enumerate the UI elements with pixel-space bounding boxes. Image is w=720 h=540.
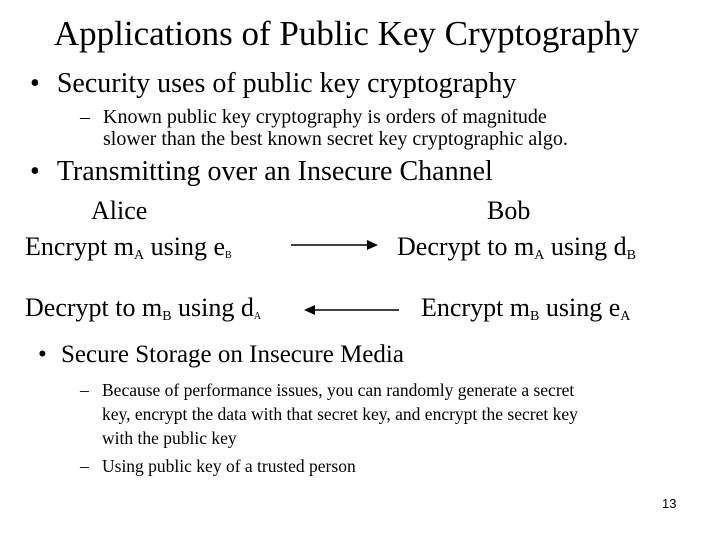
bullet-3-text: Secure Storage on Insecure Media	[61, 341, 404, 368]
row2-right-text	[421, 293, 630, 323]
row2-left-mid: using d	[171, 293, 254, 322]
bullet-1	[30, 68, 516, 100]
sub-bullet-3a-line-3: with the public key	[102, 428, 237, 448]
bullet-2	[30, 156, 493, 188]
row1-right-prefix: Decrypt to m	[397, 232, 535, 261]
sub-bullet-1-line-2: slower than the best known secret key cryptographic algo.	[103, 128, 568, 150]
bullet-3	[38, 341, 404, 369]
row1-left-prefix: Encrypt m	[25, 232, 135, 261]
row1-right-mid: using d	[544, 232, 627, 261]
sub-bullet-1-line-1: Known public key cryptography is orders of magnitude	[103, 106, 547, 128]
row2-left-text	[25, 293, 261, 323]
sub-bullet-3b: Using public key of a trusted person	[102, 456, 356, 476]
alice-label: Alice	[91, 196, 148, 225]
row2-left-prefix: Decrypt to m	[25, 293, 163, 322]
row2-right-prefix: Encrypt m	[421, 293, 531, 322]
sub-dash-1: –	[80, 106, 90, 128]
row2-left-subscript: B	[162, 309, 172, 324]
bullet-1-text: Security uses of public key cryptography	[56, 68, 517, 99]
row1-left-mid: using e	[144, 232, 226, 261]
sub-dash-3b: –	[80, 456, 89, 476]
row2-right-subscript-2: A	[620, 309, 631, 324]
row2-left-subscript-2: A	[253, 311, 262, 322]
row2-right-mid: using e	[539, 293, 621, 322]
sub-dash-3a: –	[80, 380, 89, 400]
left-arrow-icon	[303, 301, 401, 319]
slide-title: Applications of Public Key Cryptography	[53, 14, 640, 53]
bob-label: Bob	[487, 196, 531, 225]
row1-left-subscript-2: B	[225, 250, 232, 261]
bullet-dot: •	[30, 156, 40, 187]
row1-left-subscript: A	[134, 248, 145, 263]
row1-right-subscript-2: B	[626, 248, 636, 263]
sub-bullet-3a-line-2: key, encrypt the data with that secret key, and encrypt the secret key	[102, 404, 578, 424]
row1-right-text	[397, 232, 636, 262]
right-arrow-icon	[290, 236, 380, 254]
row1-left-text	[25, 232, 232, 262]
page-number: 13	[662, 496, 677, 511]
row1-right-subscript: A	[534, 248, 545, 263]
bullet-dot: •	[38, 341, 47, 368]
bullet-dot: •	[30, 68, 40, 99]
sub-bullet-3a-line-1: Because of performance issues, you can randomly generate a secret	[102, 380, 575, 400]
bullet-2-text: Transmitting over an Insecure Channel	[56, 156, 493, 187]
row2-right-subscript: B	[530, 309, 540, 324]
